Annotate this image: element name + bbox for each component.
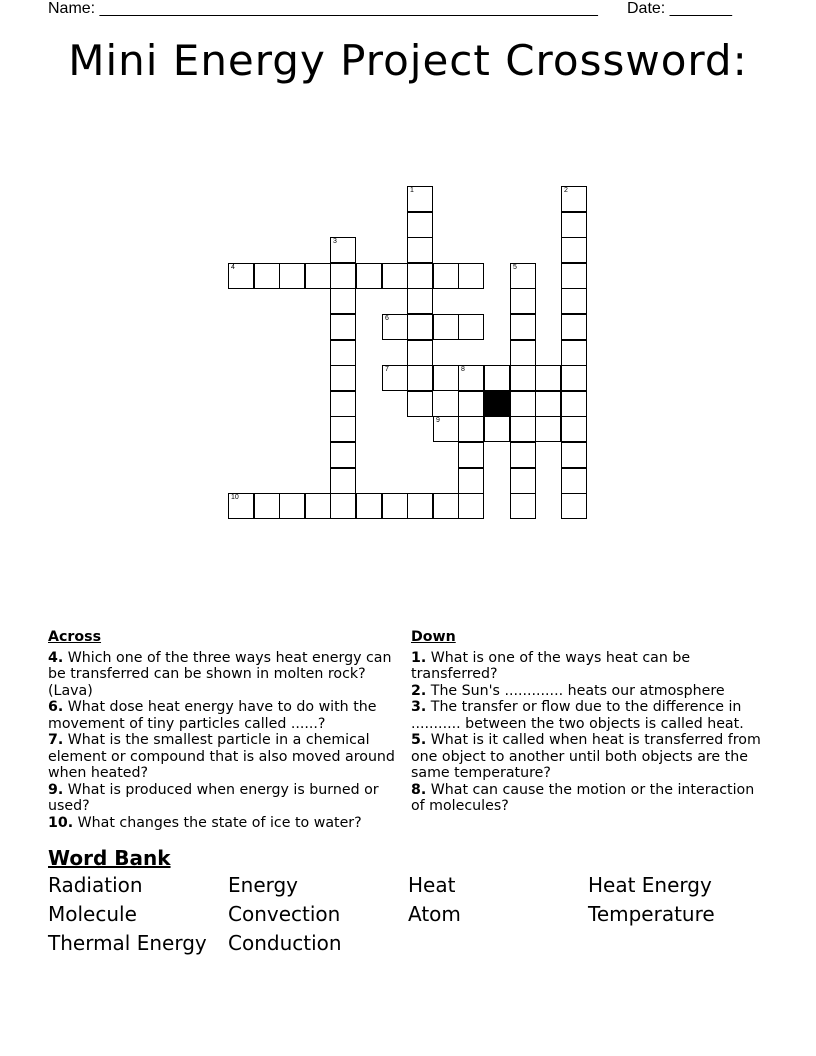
crossword-cell[interactable] <box>561 391 587 417</box>
crossword-cell[interactable] <box>356 493 382 519</box>
clue-number: 6. <box>48 699 64 715</box>
word-bank-item: Temperature <box>588 902 715 926</box>
crossword-cell[interactable] <box>535 391 561 417</box>
crossword-cell[interactable] <box>510 442 536 468</box>
clue-text: Which one of the three ways heat energy can be transferred can be shown in molten rock? (Lava) <box>48 649 392 699</box>
down-clue <box>411 650 761 683</box>
crossword-cell[interactable] <box>407 288 433 314</box>
clue-number: 4. <box>48 649 64 666</box>
crossword-cell[interactable] <box>254 493 280 519</box>
clue-number: 8 <box>461 366 465 373</box>
crossword-cell[interactable] <box>510 468 536 494</box>
crossword-cell[interactable] <box>510 288 536 314</box>
crossword-cell[interactable] <box>228 493 254 519</box>
word-bank <box>48 874 768 954</box>
crossword-cell[interactable] <box>484 416 510 442</box>
clue-number: 10. <box>48 814 74 831</box>
page-title: Mini Energy Project Crossword: <box>68 36 748 85</box>
down-clue <box>411 732 761 782</box>
across-clues <box>48 629 410 831</box>
clue-number: 2. <box>411 682 427 699</box>
clue-text: What changes the state of ice to water? <box>73 814 362 831</box>
down-heading: Down <box>411 629 456 645</box>
crossword-cell[interactable] <box>561 263 587 289</box>
crossword-cell[interactable] <box>561 468 587 494</box>
clue-number: 5. <box>411 732 427 748</box>
crossword-cell[interactable] <box>407 237 433 263</box>
crossword-cell[interactable] <box>433 416 459 442</box>
crossword-cell[interactable] <box>458 263 484 289</box>
crossword-cell[interactable] <box>535 365 561 391</box>
clue-text: What is produced when energy is burned or used? <box>48 781 379 814</box>
crossword-cell[interactable] <box>305 263 331 289</box>
across-heading: Across <box>48 629 102 645</box>
clue-number: 10 <box>231 494 239 501</box>
crossword-cell[interactable] <box>407 365 433 391</box>
crossword-cell[interactable] <box>458 391 484 417</box>
crossword-cell[interactable] <box>330 468 356 494</box>
word-bank-item: Radiation <box>48 873 143 897</box>
crossword-cell[interactable] <box>510 314 536 340</box>
crossword-cell[interactable] <box>510 493 536 519</box>
crossword-cell[interactable] <box>407 493 433 519</box>
crossword-cell[interactable] <box>561 340 587 366</box>
crossword-cell[interactable] <box>561 442 587 468</box>
word-bank-item: Thermal Energy <box>48 931 207 955</box>
word-bank-item: Heat Energy <box>588 873 712 897</box>
clue-number: 1. <box>411 649 427 666</box>
crossword-cell[interactable] <box>330 263 356 289</box>
crossword-cell[interactable] <box>433 493 459 519</box>
crossword-cell[interactable] <box>330 416 356 442</box>
crossword-cell[interactable] <box>305 493 331 519</box>
down-clue <box>411 683 761 700</box>
crossword-cell[interactable] <box>561 416 587 442</box>
across-clue <box>48 732 410 782</box>
crossword-cell[interactable] <box>330 391 356 417</box>
crossword-cell[interactable] <box>407 391 433 417</box>
clue-number: 2 <box>564 187 568 194</box>
crossword-cell[interactable] <box>228 263 254 289</box>
clue-number: 8. <box>411 781 427 798</box>
crossword-cell[interactable] <box>279 263 305 289</box>
clue-number: 6 <box>385 315 389 322</box>
crossword-cell[interactable] <box>458 416 484 442</box>
across-clue <box>48 650 410 700</box>
crossword-cell[interactable] <box>356 263 382 289</box>
crossword-cell[interactable] <box>279 493 305 519</box>
crossword-cell[interactable] <box>561 237 587 263</box>
crossword-cell[interactable] <box>561 186 587 212</box>
crossword-cell[interactable] <box>330 442 356 468</box>
crossword-cell[interactable] <box>561 493 587 519</box>
down-clues <box>411 629 761 815</box>
clue-number: 4 <box>231 264 235 271</box>
crossword-cell[interactable] <box>510 340 536 366</box>
word-bank-item: Atom <box>408 902 461 926</box>
name-line: Name: ________________________________________________________ <box>48 0 598 17</box>
crossword-cell[interactable] <box>330 237 356 263</box>
clue-text: What dose heat energy have to do with the movement of tiny particles called ......? <box>48 699 377 732</box>
crossword-cell[interactable] <box>407 340 433 366</box>
crossword-cell[interactable] <box>458 442 484 468</box>
crossword-block <box>484 391 510 417</box>
crossword-cell[interactable] <box>330 493 356 519</box>
crossword-cell[interactable] <box>433 365 459 391</box>
date-line: Date: _______ <box>627 0 732 17</box>
clue-number: 3. <box>411 699 427 715</box>
crossword-cell[interactable] <box>254 263 280 289</box>
crossword-cell[interactable] <box>382 314 408 340</box>
crossword-cell[interactable] <box>510 416 536 442</box>
clue-text: The transfer or flow due to the difference in ........... between the two objects is called heat. <box>411 699 744 732</box>
across-clue <box>48 699 410 732</box>
crossword-cell[interactable] <box>561 212 587 238</box>
clue-number: 9 <box>436 417 440 424</box>
crossword-cell[interactable] <box>407 186 433 212</box>
crossword-cell[interactable] <box>561 288 587 314</box>
crossword-cell[interactable] <box>330 314 356 340</box>
crossword-cell[interactable] <box>330 340 356 366</box>
crossword-cell[interactable] <box>484 365 510 391</box>
crossword-cell[interactable] <box>382 493 408 519</box>
clue-text: What is the smallest particle in a chemical element or compound that is also moved around when heated? <box>48 732 395 781</box>
crossword-cell[interactable] <box>458 314 484 340</box>
clue-text: What can cause the motion or the interaction of molecules? <box>411 781 755 814</box>
clue-text: What is one of the ways heat can be transferred? <box>411 649 691 682</box>
clue-number: 1 <box>410 187 414 194</box>
crossword-cell[interactable] <box>458 493 484 519</box>
crossword-cell[interactable] <box>510 263 536 289</box>
crossword-cell[interactable] <box>407 263 433 289</box>
down-clue <box>411 699 761 732</box>
crossword-cell[interactable] <box>458 365 484 391</box>
crossword-cell[interactable] <box>330 288 356 314</box>
clue-text: What is it called when heat is transferred from one object to another until both objects are the same temperature? <box>411 732 761 781</box>
word-bank-item: Energy <box>228 873 299 897</box>
across-clue <box>48 782 410 815</box>
clue-number: 7. <box>48 732 64 748</box>
crossword-cell[interactable] <box>561 365 587 391</box>
crossword-cell[interactable] <box>510 391 536 417</box>
clue-number: 9. <box>48 781 64 798</box>
word-bank-item: Convection <box>228 902 341 926</box>
word-bank-item: Molecule <box>48 902 137 926</box>
clue-text: The Sun's ............. heats our atmosphere <box>426 682 725 699</box>
crossword-cell[interactable] <box>433 263 459 289</box>
crossword-cell[interactable] <box>382 365 408 391</box>
crossword-cell[interactable] <box>330 365 356 391</box>
crossword-cell[interactable] <box>407 212 433 238</box>
word-bank-item: Heat <box>408 873 456 897</box>
word-bank-title: Word Bank <box>48 846 171 870</box>
across-clue <box>48 815 410 832</box>
clue-number: 3 <box>333 238 337 245</box>
clue-number: 7 <box>385 366 389 373</box>
crossword-cell[interactable] <box>433 314 459 340</box>
crossword-cell[interactable] <box>382 263 408 289</box>
word-bank-item: Conduction <box>228 931 342 955</box>
crossword-cell[interactable] <box>535 416 561 442</box>
crossword-cell[interactable] <box>458 468 484 494</box>
crossword-cell[interactable] <box>561 314 587 340</box>
clue-number: 5 <box>513 264 517 271</box>
down-clue <box>411 782 761 815</box>
crossword-cell[interactable] <box>510 365 536 391</box>
crossword-cell[interactable] <box>407 314 433 340</box>
